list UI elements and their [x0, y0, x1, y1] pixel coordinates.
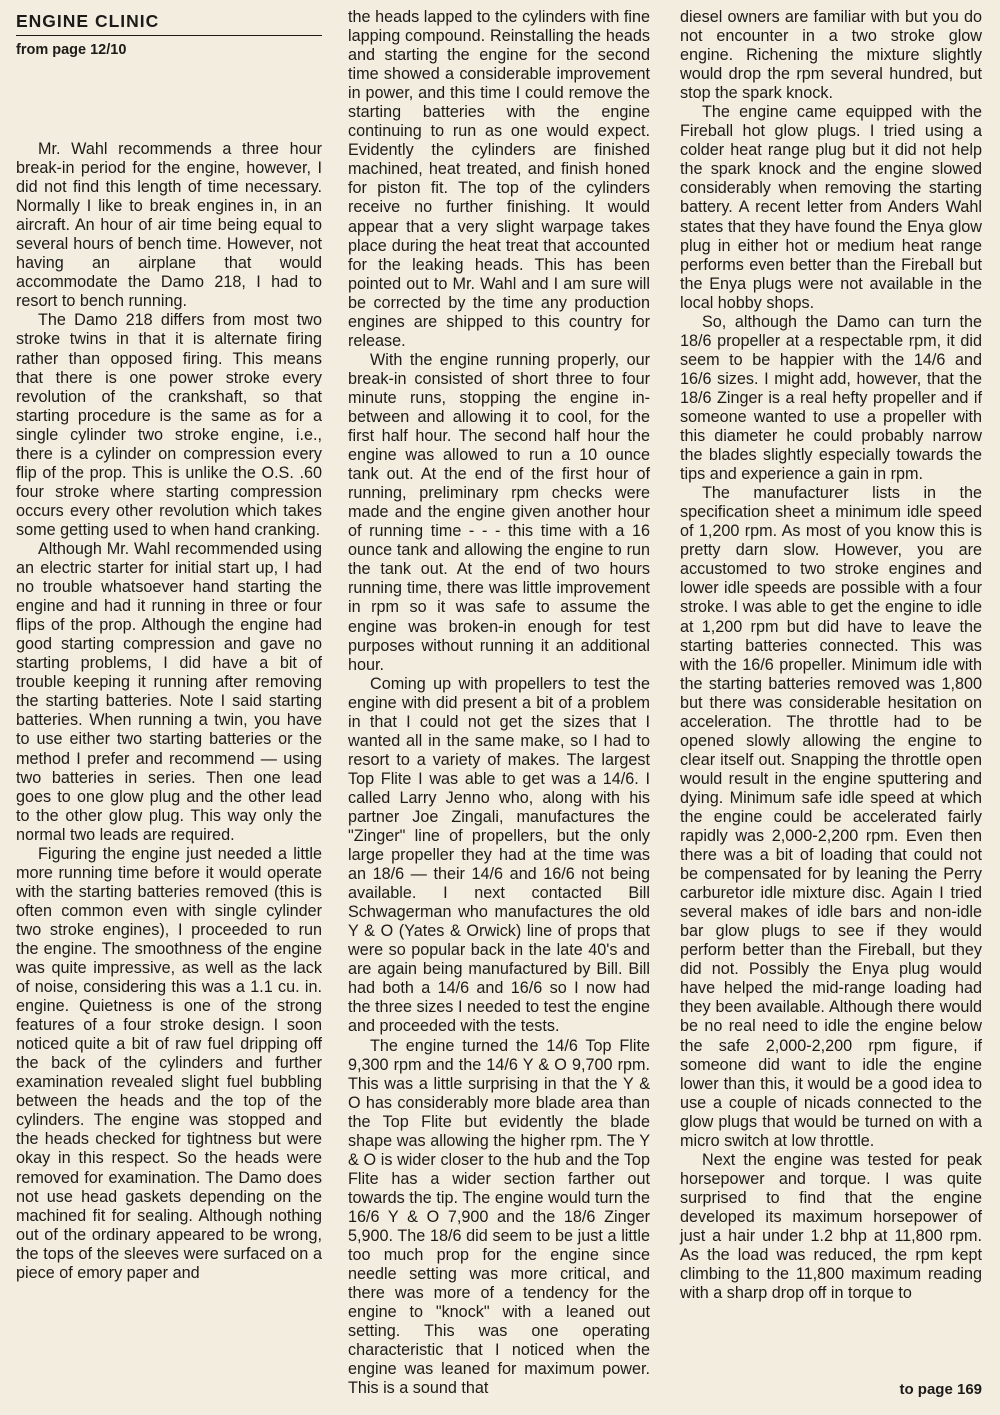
- paragraph: Although Mr. Wahl recommended using an electric starter for initial start up, I had no trouble whatsoever hand starting the engine and had it running in three or four flips of the prop. Although the engine had good starting compression and gave no starting problems, I did have a bit of trouble keeping it running after removing the starting batteries. Note I said starting batteries. When running a twin, you have to use either two starting batteries or the method I prefer and recommend — using two batteries in series. Then one lead goes to one glow plug and the other lead to the other glow plug. This way only the normal two leads are required.: [16, 539, 322, 844]
- paragraph: Coming up with propellers to test the engine with did present a bit of a problem in that I could not get the sizes that I wanted all in the same make, so I had to resort to a variety of makes. The largest Top Flite I was able to get was a 14/6. I called Larry Jenno who, along with his partner Joe Zingali, manufactures the "Zinger" line of propellers, but the only large propeller they had at the time was an 18/6 — their 14/6 and 16/6 not being available. I next contacted Bill Schwagerman who manufactures the old Y & O (Yates & Orwick) line of props that were so popular back in the late 40's and are again being manufactured by Bill. Bill had both a 14/6 and 16/6 so I now had the three sizes I needed to test the engine and proceeded with the tests.: [348, 674, 650, 1036]
- paragraph: The manufacturer lists in the specification sheet a minimum idle speed of 1,200 rpm. As most of you know this is pretty darn slow. However, you are accustomed to two stroke engines and lower idle speeds are possible with a four stroke. I was able to get the engine to idle at 1,200 rpm but did have to leave the starting batteries connected. This was with the 16/6 propeller. Minimum idle with the starting batteries removed was 1,800 but there was considerable hesitation on acceleration. The throttle had to be opened slowly allowing the engine to clear itself out. Snapping the throttle open would result in the engine sputtering and dying. Minimum safe idle speed at which the engine could be accelerated fairly rapidly was 2,000-2,200 rpm. Even then there was a bit of loading that could not be compensated for by leaning the Perry carburetor idle mixture disc. Again I tried several makes of idle bars and non-idle bar glow plugs to see if they would perform better than the Fireball, but they did not. Possibly the Enya plug would have helped the mid-range loading had they been available. Although there would be no real need to idle the engine below the safe 2,000-2,200 rpm figure, if someone did want to idle the engine lower than this, it would be a good idea to use a couple of nicads connected to the glow plugs that would be turned on with a micro switch at low throttle.: [680, 484, 982, 1150]
- paragraph: the heads lapped to the cylinders with fine lapping compound. Reinstalling the heads and starting the engine for the second time showed a considerable improvement in power, and this time I could remove the starting batteries with the engine continuing to run as one would expect. Evidently the cylinders are finished machined, heat treated, and finish honed for piston fit. The top of the cylinders receive no further finishing. It would appear that a very slight warpage takes place during the heat treat that accounted for the leaking heads. This has been pointed out to Mr. Wahl and I am sure will be corrected by the time any production engines are shipped to this country for release.: [348, 8, 650, 350]
- column-2-body: [348, 8, 650, 1398]
- paragraph: The engine came equipped with the Fireball hot glow plugs. I tried using a colder heat range plug but it did not help the spark knock and the engine slowed considerably when removing the starting battery. A recent letter from Anders Wahl states that they have found the Enya glow plug in either hot or medium heat range performs even better than the Fireball but the Enya plugs were not available in the local hobby shops.: [680, 103, 982, 312]
- column-1: [16, 8, 322, 1283]
- section-header: [16, 8, 322, 60]
- paragraph: Figuring the engine just needed a little more running time before it would operate with the starting batteries removed (this is often common even with single cylinder two stroke engines), I proceeded to run the engine. The smoothness of the engine was quite impressive, as well as the lack of noise, considering this was a 1.1 cu. in. engine. Quietness is one of the strong features of a four stroke design. I soon noticed quite a bit of raw fuel dripping off the back of the cylinders and further examination revealed slight fuel bubbling between the heads and the top of the cylinders. The engine was stopped and the heads checked for tightness but were okay in this respect. So the heads were removed for examination. The Damo does not use head gaskets depending on the machined fit for sealing. Although nothing out of the ordinary appeared to be wrong, the tops of the sleeves were surfaced on a piece of emory paper and: [16, 844, 322, 1282]
- paragraph: Mr. Wahl recommends a three hour break-in period for the engine, however, I did not find this length of time necessary. Normally I like to break engines in, in an aircraft. An hour of air time being equal to several hours of bench time. However, not having an airplane that would accommodate the Damo 218, I had to resort to bench running.: [16, 140, 322, 311]
- paragraph: The engine turned the 14/6 Top Flite 9,300 rpm and the 14/6 Y & O 9,700 rpm. This was a little surprising in that the Y & O has considerably more blade area than the Top Flite but evidently the blade shape was allowing the higher rpm. The Y & O is wider closer to the hub and the Top Flite has a wider section farther out towards the tip. The engine would turn the 16/6 Y & O 7,900 and the 18/6 Zinger 5,900. The 18/6 did seem to be just a little too much prop for the engine since needle setting was more critical, and there was more of a tendency for the engine to "knock" with a leaned out setting. This was one operating characteristic that I noticed when the engine was leaned for maximum power. This is a sound that: [348, 1036, 650, 1398]
- column-1-body: [16, 140, 322, 1283]
- column-2: [348, 8, 650, 1398]
- continued-to-line: to page 169: [899, 1381, 982, 1398]
- paragraph: Next the engine was tested for peak horsepower and torque. I was quite surprised to find that the engine developed its maximum horsepower of just a hair under 1.2 bhp at 11,800 rpm. As the load was reduced, the rpm kept climbing to the 11,800 maximum reading with a sharp drop off in torque to: [680, 1150, 982, 1303]
- continued-from-line: from page 12/10: [16, 42, 127, 58]
- paragraph: With the engine running properly, our break-in consisted of short three to four minute runs, stopping the engine in-between and allowing it to cool, for the first half hour. The second half hour the engine was allowed to run a 10 ounce tank out. At the end of the first hour of running, preliminary rpm checks were made and the engine given another hour of running time - - - this time with a 16 ounce tank and allowing the engine to run the tank out. At the end of two hours running time, there was little improvement in rpm so it was safe to assume the engine was broken-in enough for test purposes without running it an additional hour.: [348, 350, 650, 674]
- paragraph: The Damo 218 differs from most two stroke twins in that it is alternate firing rather than opposed firing. This means that there is one power stroke every revolution of the crankshaft, so that starting procedure is the same as for a single cylinder two stroke engine, i.e., there is a cylinder on compression every flip of the prop. This is unlike the O.S. .60 four stroke where starting compression occurs every other revolution which takes some getting used to when hand cranking.: [16, 311, 322, 539]
- paragraph: So, although the Damo can turn the 18/6 propeller at a respectable rpm, it did seem to be happier with the 14/6 and 16/6 sizes. I might add, however, that the 18/6 Zinger is a real hefty propeller and if someone wanted to use a propeller with this diameter he could probably narrow the blades slightly especially towards the tips and experience a gain in rpm.: [680, 312, 982, 484]
- column-3-body: [680, 8, 982, 1303]
- paragraph: diesel owners are familiar with but you do not encounter in a two stroke glow engine. Richening the mixture slightly would drop the rpm several hundred, but stop the spark knock.: [680, 8, 982, 103]
- column-3: [680, 8, 982, 1303]
- section-title: ENGINE CLINIC: [16, 8, 322, 36]
